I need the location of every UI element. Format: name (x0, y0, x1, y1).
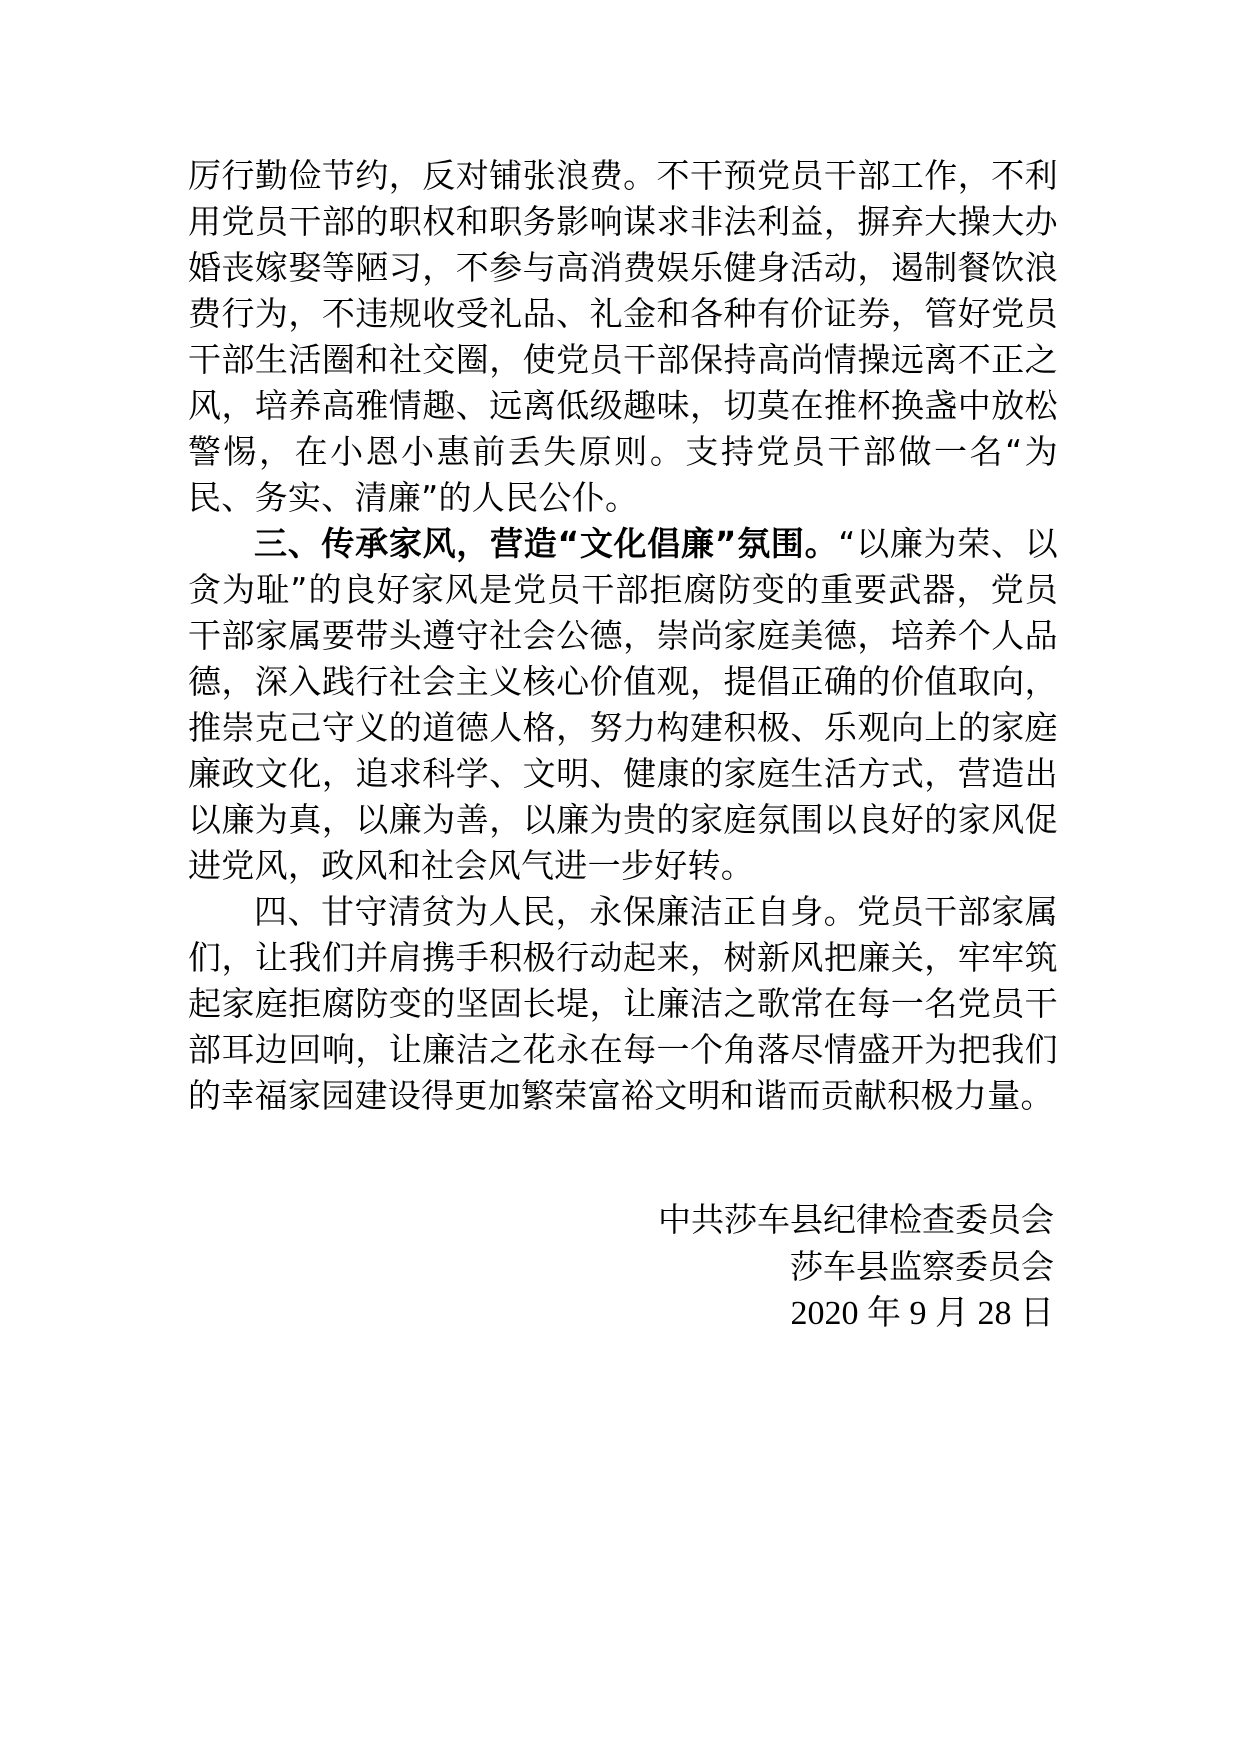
paragraph-1 (188, 153, 1058, 521)
paragraph-1-text: 厉行勤俭节约，反对铺张浪费。不干预党员干部工作，不利用党员干部的职权和职务影响谋求非法利益，摒弃大操大办婚丧嫁娶等陋习，不参与高消费娱乐健身活动，遏制餐饮浪费行为，不违规收受礼品、礼金和各种有价证券，管好党员干部生活圈和社交圈，使党员干部保持高尚情操远离不正之风，培养高雅情趣、远离低级趣味，切莫在推杯换盏中放松警惕，在小恩小惠前丢失原则。支持党员干部做一名“为民、务实、清廉”的人民公仆。 (188, 156, 1058, 517)
paragraph-2-text: “以廉为荣、以贪为耻”的良好家风是党员干部拒腐防变的重要武器，党员干部家属要带头遵守社会公德，崇尚家庭美德，培养个人品德，深入践行社会主义核心价值观，提倡正确的价值取向，推崇克己守义的道德人格，努力构建积极、乐观向上的家庭廉政文化，追求科学、文明、健康的家庭生活方式，营造出以廉为真，以廉为善，以廉为贵的家庭氛围以良好的家风促进党风，政风和社会风气进一步好转。 (188, 524, 1058, 885)
signature-org-supervision: 莎车县监察委员会 (790, 1247, 1054, 1286)
signature-date: 2020 年 9 月 28 日 (790, 1295, 1054, 1332)
signature-block (658, 1196, 1054, 1337)
document-body (188, 153, 1058, 1119)
section-three-heading: 三、传承家风，营造“文化倡廉”氛围。 (254, 524, 839, 563)
paragraph-2 (188, 521, 1058, 889)
signature-org-commission: 中共莎车县纪律检查委员会 (658, 1200, 1054, 1239)
paragraph-3-text: 四、甘守清贫为人民，永保廉洁正自身。党员干部家属们，让我们并肩携手积极行动起来，树新风把廉关，牢牢筑起家庭拒腐防变的坚固长堤，让廉洁之歌常在每一名党员干部耳边回响，让廉洁之花永在每一个角落尽情盛开为把我们的幸福家园建设得更加繁荣富裕文明和谐而贡献积极力量。 (188, 892, 1058, 1115)
paragraph-3 (188, 889, 1058, 1119)
